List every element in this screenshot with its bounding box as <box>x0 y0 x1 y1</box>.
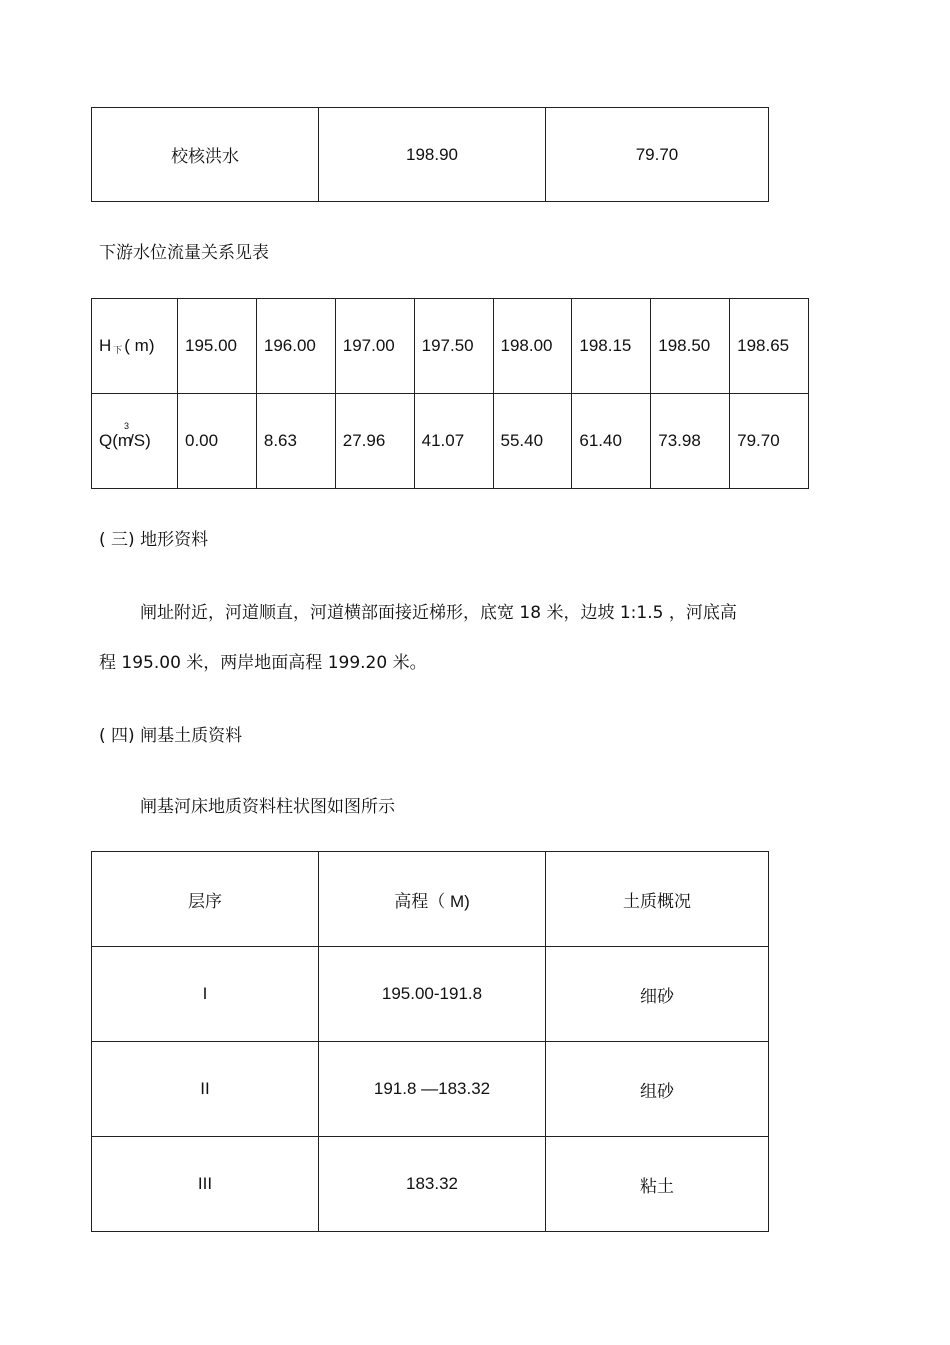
elevation-cell: 195.00-191.8 <box>319 947 546 1042</box>
layer-cell: I <box>92 947 319 1042</box>
header-elevation: 高程（ M) <box>319 852 546 947</box>
table-row <box>92 299 809 394</box>
q-value-cell: 8.63 <box>256 394 335 489</box>
q-label-cell <box>92 394 178 489</box>
soil-cell: 粘土 <box>546 1137 769 1232</box>
h-value-cell: 198.00 <box>493 299 572 394</box>
q-value-cell: 27.96 <box>335 394 414 489</box>
header-layer: 层序 <box>92 852 319 947</box>
h-label-cell <box>92 299 178 394</box>
q-value-cell: 41.07 <box>414 394 493 489</box>
q-value-cell: 61.40 <box>572 394 651 489</box>
elevation-cell: 183.32 <box>319 1137 546 1232</box>
soil-layer-table <box>91 851 769 1232</box>
table-row <box>92 108 769 202</box>
section3-paragraph-line2: 程 195.00 米，两岸地面高程 199.20 米。 <box>99 653 427 673</box>
h-value-cell: 198.15 <box>572 299 651 394</box>
elevation-cell: 191.8 —183.32 <box>319 1042 546 1137</box>
stage-discharge-caption: 下游水位流量关系见表 <box>99 243 269 263</box>
h-value-cell: 197.50 <box>414 299 493 394</box>
flood-level-table <box>91 107 769 202</box>
soil-cell: 组砂 <box>546 1042 769 1137</box>
table-row <box>92 394 809 489</box>
flood-type-cell: 校核洪水 <box>92 108 319 202</box>
flow-cell: 79.70 <box>546 108 769 202</box>
h-value-cell: 197.00 <box>335 299 414 394</box>
table-row <box>92 1137 769 1232</box>
section3-paragraph-line1: 闸址附近，河道顺直，河道横部面接近梯形，底宽 18 米，边坡 1:1.5 ，河底高 <box>140 603 737 623</box>
h-value-cell: 198.65 <box>730 299 809 394</box>
table-header-row <box>92 852 769 947</box>
h-value-cell: 195.00 <box>178 299 257 394</box>
layer-cell: II <box>92 1042 319 1137</box>
q-value-cell: 79.70 <box>730 394 809 489</box>
table-row <box>92 1042 769 1137</box>
q-value-cell: 0.00 <box>178 394 257 489</box>
header-soil: 土质概况 <box>546 852 769 947</box>
h-value-cell: 198.50 <box>651 299 730 394</box>
section4-caption: 闸基河床地质资料柱状图如图所示 <box>140 797 395 817</box>
soil-cell: 细砂 <box>546 947 769 1042</box>
section3-heading: ( 三) 地形资料 <box>99 530 209 550</box>
q-label-sup: 3 <box>124 421 130 432</box>
section4-heading: ( 四) 闸基土质资料 <box>99 726 243 746</box>
stage-discharge-table <box>91 298 809 489</box>
q-label-post: /S) <box>129 431 151 450</box>
h-label-main: H <box>99 336 112 355</box>
h-label-sub: 下 <box>113 345 123 355</box>
h-label-unit: ( m) <box>124 336 155 355</box>
layer-cell: III <box>92 1137 319 1232</box>
table-row <box>92 947 769 1042</box>
q-label-pre: Q(m <box>99 431 133 450</box>
q-value-cell: 73.98 <box>651 394 730 489</box>
q-value-cell: 55.40 <box>493 394 572 489</box>
h-value-cell: 196.00 <box>256 299 335 394</box>
elevation-cell: 198.90 <box>319 108 546 202</box>
